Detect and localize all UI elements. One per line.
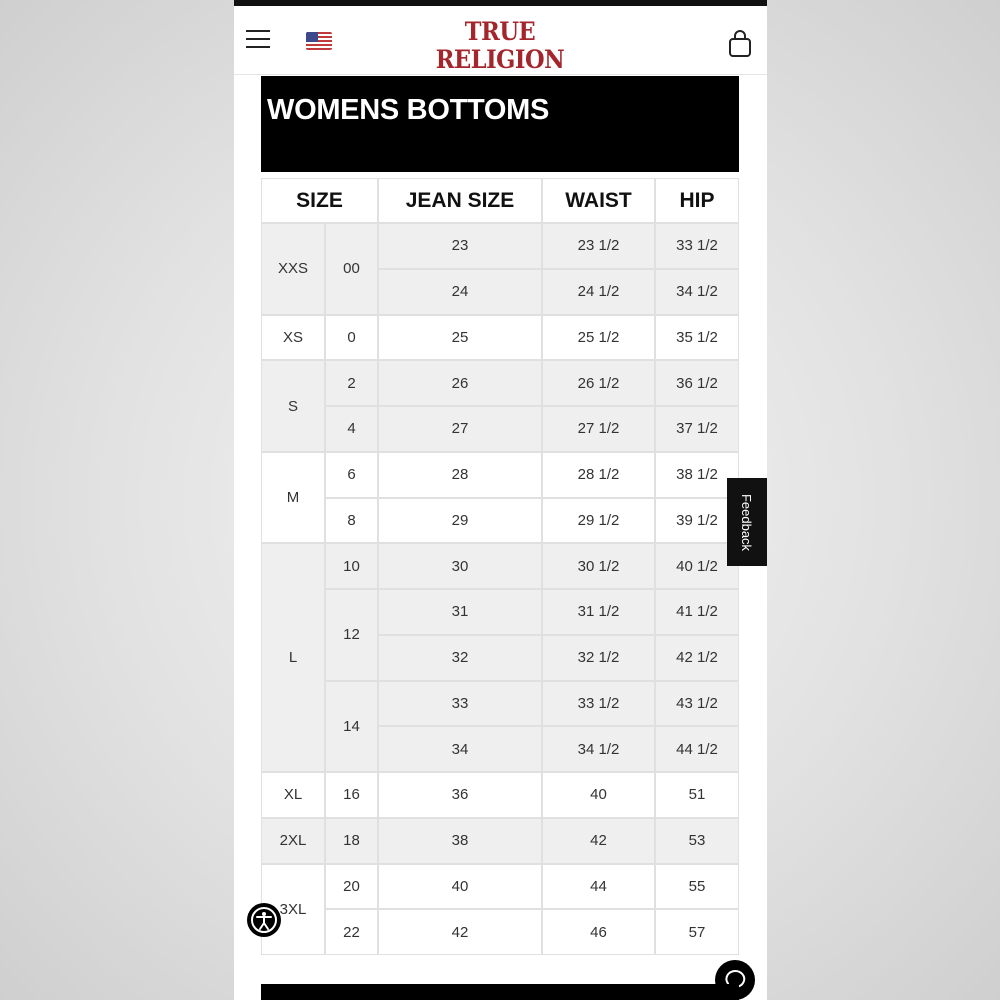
size-label-cell: XS <box>261 315 325 361</box>
hip-cell: 57 <box>655 909 739 955</box>
feedback-label: Feedback <box>739 493 755 551</box>
waist-cell: 33 1/2 <box>542 681 655 727</box>
hip-cell: 34 1/2 <box>655 269 739 315</box>
waist-cell: 28 1/2 <box>542 452 655 498</box>
hip-cell: 39 1/2 <box>655 498 739 544</box>
numeric-size-cell: 8 <box>325 498 378 544</box>
size-label-cell: XL <box>261 772 325 818</box>
header-hip: HIP <box>655 178 739 223</box>
jean-size-cell: 32 <box>378 635 542 681</box>
hip-cell: 53 <box>655 818 739 864</box>
jean-size-cell: 40 <box>378 864 542 910</box>
jean-size-cell: 34 <box>378 726 542 772</box>
numeric-size-cell: 22 <box>325 909 378 955</box>
logo-text: TRUE RELIGION <box>435 17 565 74</box>
hip-cell: 51 <box>655 772 739 818</box>
accessibility-icon[interactable] <box>247 903 281 937</box>
next-section-banner <box>261 984 739 1000</box>
waist-cell: 44 <box>542 864 655 910</box>
waist-cell: 26 1/2 <box>542 360 655 406</box>
waist-cell: 34 1/2 <box>542 726 655 772</box>
hip-cell: 55 <box>655 864 739 910</box>
numeric-size-cell: 0 <box>325 315 378 361</box>
size-label-cell: L <box>261 543 325 772</box>
feedback-tab[interactable] <box>727 478 767 566</box>
waist-cell: 32 1/2 <box>542 635 655 681</box>
numeric-size-cell: 14 <box>325 681 378 773</box>
waist-cell: 25 1/2 <box>542 315 655 361</box>
size-label-cell: 2XL <box>261 818 325 864</box>
jean-size-cell: 31 <box>378 589 542 635</box>
numeric-size-cell: 16 <box>325 772 378 818</box>
header-waist: WAIST <box>542 178 655 223</box>
jean-size-cell: 33 <box>378 681 542 727</box>
size-label-cell: S <box>261 360 325 452</box>
hip-cell: 35 1/2 <box>655 315 739 361</box>
hip-cell: 40 1/2 <box>655 543 739 589</box>
jean-size-cell: 29 <box>378 498 542 544</box>
page-title: WOMENS BOTTOMS <box>267 94 550 126</box>
jean-size-cell: 36 <box>378 772 542 818</box>
mobile-page <box>234 0 767 1000</box>
jean-size-cell: 38 <box>378 818 542 864</box>
numeric-size-cell: 2 <box>325 360 378 406</box>
numeric-size-cell: 4 <box>325 406 378 452</box>
jean-size-cell: 25 <box>378 315 542 361</box>
hip-cell: 33 1/2 <box>655 223 739 269</box>
jean-size-cell: 24 <box>378 269 542 315</box>
jean-size-cell: 30 <box>378 543 542 589</box>
numeric-size-cell: 10 <box>325 543 378 589</box>
hip-cell: 36 1/2 <box>655 360 739 406</box>
waist-cell: 40 <box>542 772 655 818</box>
numeric-size-cell: 6 <box>325 452 378 498</box>
jean-size-cell: 27 <box>378 406 542 452</box>
waist-cell: 42 <box>542 818 655 864</box>
numeric-size-cell: 00 <box>325 223 378 315</box>
waist-cell: 24 1/2 <box>542 269 655 315</box>
jean-size-cell: 26 <box>378 360 542 406</box>
header-jean-size: JEAN SIZE <box>378 178 542 223</box>
waist-cell: 29 1/2 <box>542 498 655 544</box>
numeric-size-cell: 12 <box>325 589 378 681</box>
size-label-cell: 3XL <box>261 864 325 956</box>
hip-cell: 43 1/2 <box>655 681 739 727</box>
jean-size-cell: 23 <box>378 223 542 269</box>
size-label-cell: XXS <box>261 223 325 315</box>
waist-cell: 30 1/2 <box>542 543 655 589</box>
jean-size-cell: 42 <box>378 909 542 955</box>
waist-cell: 46 <box>542 909 655 955</box>
numeric-size-cell: 20 <box>325 864 378 910</box>
header-size: SIZE <box>261 178 378 223</box>
waist-cell: 23 1/2 <box>542 223 655 269</box>
waist-cell: 31 1/2 <box>542 589 655 635</box>
hip-cell: 37 1/2 <box>655 406 739 452</box>
hip-cell: 41 1/2 <box>655 589 739 635</box>
size-label-cell: M <box>261 452 325 544</box>
numeric-size-cell: 18 <box>325 818 378 864</box>
hip-cell: 38 1/2 <box>655 452 739 498</box>
hip-cell: 44 1/2 <box>655 726 739 772</box>
hip-cell: 42 1/2 <box>655 635 739 681</box>
jean-size-cell: 28 <box>378 452 542 498</box>
size-chart-table <box>234 0 767 1000</box>
waist-cell: 27 1/2 <box>542 406 655 452</box>
